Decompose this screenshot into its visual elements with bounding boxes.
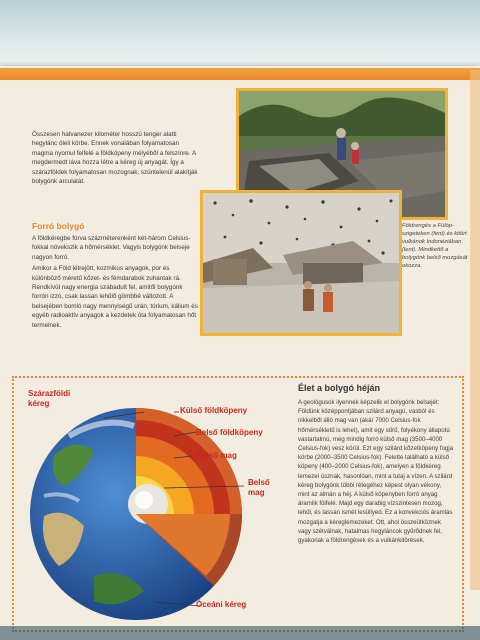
background-above-page — [0, 0, 480, 72]
section-heading-life: Élet a bolygó héján — [298, 383, 381, 393]
hot-planet-text — [32, 234, 198, 332]
paragraph-2: A földkéregbe fúrva százméterenként két-három Celsius-fokkal növekszik a hőmérséklet. Vagyis bolygónk belseje nagyon forró. — [32, 235, 191, 261]
paragraph-3: Amikor a Föld létrejött, kozmikus anyagok, por és különböző méretű kőzet- és fémdarabok zuhantak rá. Rendkívül nagy energia szabadult fel, amitől bolygónk forrón izzó, csak lassan lehűlő gömbbé változott. A belsejében bomló nagy mennyiségű urán, tórium, kálium és egyéb radioaktív anyagok a kezdetek óta folyamatosan hőt termelnek. — [32, 265, 198, 329]
photo-caption: Földrengés a Fülöp-szigeteken (fent) és kitört vulkánok Indonéziában (lent). Mindkettő a bolygónk belső mozgását okozza. — [402, 223, 468, 269]
label-outer-core: Külső mag — [196, 451, 237, 460]
page-right-edge — [470, 70, 480, 590]
label-inner-mantle: Belső földköpeny — [196, 428, 263, 437]
volcano-ash-photo-image — [203, 193, 399, 333]
section-heading-hot-planet: Forró bolygó — [32, 221, 85, 231]
life-section-text: A geológusok ilyennek képzelik el bolygónk belsejét: Földünk középpontjában szilárd anyagú, vasból és nikkelből álló mag van (akár 7000 Celsius-fok hőmérsékletű is lehet), amit egy sűrű, folyékony állapotú vastartalmú, még mindig forró külső mag (3500–4000 Celsius-fok) vesz körül. Ezt egy szilárd kőzetköpeny fogja körbe (2000–3500 Celsius-fok). Felette található a külső köpeny (400–2000 Celsius-fok), amelyen a földkéreg lemezei úsznak, hasonlóan, mint a tutaj a vízen. A szilárd kéreg bolygónk többi rétegéhez képest olyan vékony, mint az almán a héj. A külső köpenyben forró anyag áramlik fölfelé. Majd egy darabig vízszintesen mozog, lehűl, és lassan ismét lesüllyed. Ez a konvekciós áramlás mozgatja a kéreglemezeket. Ott, ahol összeütköznek vagy szétválnak, hatalmas hegyláncok gyűrődnek fel, gyakoriak a földrengések és a vulkánkitörések. — [298, 399, 454, 545]
label-ocean-crust: Óceáni kéreg — [196, 600, 247, 609]
label-outer-mantle: Külső földköpeny — [180, 406, 248, 415]
label-inner-core: Belső mag — [248, 478, 270, 497]
paragraph-1: Összesen hatvanezer kilométer hosszú tenger alatti hegylánc öleli körbe. Ennek vonalában folyamatosan magma nyomul felfelé a földköpeny mélyéből a felszínre. A megdermedt láva hozza létre a kéreg új anyagát. Így a szárazföldek folyamatosan mozognak, szüntelenül alakítják bolygónk arculatát. — [32, 131, 198, 186]
bottom-background-strip — [0, 626, 480, 640]
page-top-orange-bar — [0, 68, 480, 80]
intro-paragraph — [32, 130, 198, 188]
volcano-ash-photo — [200, 190, 402, 336]
label-continental-crust: Szárazföldi kéreg — [28, 389, 71, 408]
